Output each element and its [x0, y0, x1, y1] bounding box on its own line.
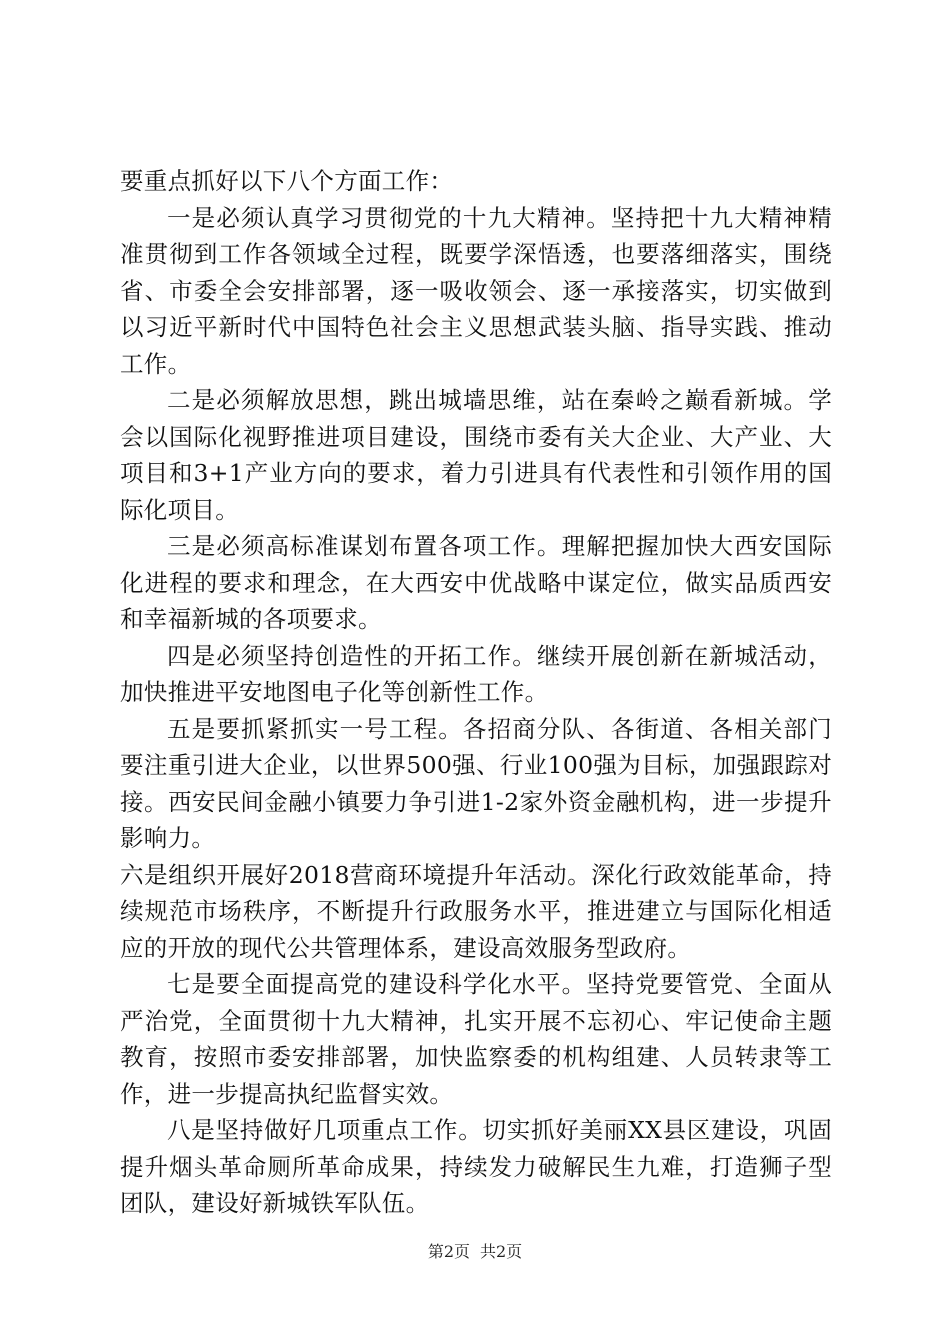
paragraph-item-3: 三是必须高标准谋划布置各项工作。理解把握加快大西安国际化进程的要求和理念，在大西安中优战略中谋定位，做实品质西安和幸福新城的各项要求。 — [120, 532, 832, 633]
paragraph-item-2: 二是必须解放思想，跳出城墙思维，站在秦岭之巅看新城。学会以国际化视野推进项目建设，围绕市委有关大企业、大产业、大项目和3+1产业方向的要求，着力引进具有代表性和引领作用的国际化项目。 — [120, 386, 832, 524]
paragraph-item-7: 七是要全面提高党的建设科学化水平。坚持党要管党、全面从严治党，全面贯彻十九大精神，扎实开展不忘初心、牢记使命主题教育，按照市委安排部署，加快监察委的机构组建、人员转隶等工作，进一步提高执纪监督实效。 — [120, 970, 832, 1108]
page-number-total: 共2页 — [480, 1242, 523, 1261]
page-footer — [0, 1242, 950, 1262]
paragraph-item-4: 四是必须坚持创造性的开拓工作。继续开展创新在新城活动，加快推进平安地图电子化等创新性工作。 — [120, 641, 832, 706]
document-body — [120, 163, 832, 1222]
paragraph-item-1: 一是必须认真学习贯彻党的十九大精神。坚持把十九大精神精准贯彻到工作各领域全过程，既要学深悟透，也要落细落实，围绕省、市委全会安排部署，逐一吸收领会、逐一承接落实，切实做到以习近平新时代中国特色社会主义思想武装头脑、指导实践、推动工作。 — [120, 203, 832, 378]
paragraph-item-6: 六是组织开展好2018营商环境提升年活动。深化行政效能革命，持续规范市场秩序，不断提升行政服务水平，推进建立与国际化相适应的开放的现代公共管理体系，建设高效服务型政府。 — [120, 860, 832, 962]
paragraph-item-5: 五是要抓紧抓实一号工程。各招商分队、各街道、各相关部门要注重引进大企业，以世界500强、行业100强为目标，加强跟踪对接。西安民间金融小镇要力争引进1-2家外资金融机构，进一步提升影响力。 — [120, 714, 832, 852]
paragraph-item-8: 八是坚持做好几项重点工作。切实抓好美丽XX县区建设，巩固提升烟头革命厕所革命成果，持续发力破解民生九难，打造狮子型团队，建设好新城铁军队伍。 — [120, 1116, 832, 1217]
paragraph-intro: 要重点抓好以下八个方面工作： — [120, 167, 454, 195]
page-number-current: 第2页 — [427, 1242, 470, 1261]
